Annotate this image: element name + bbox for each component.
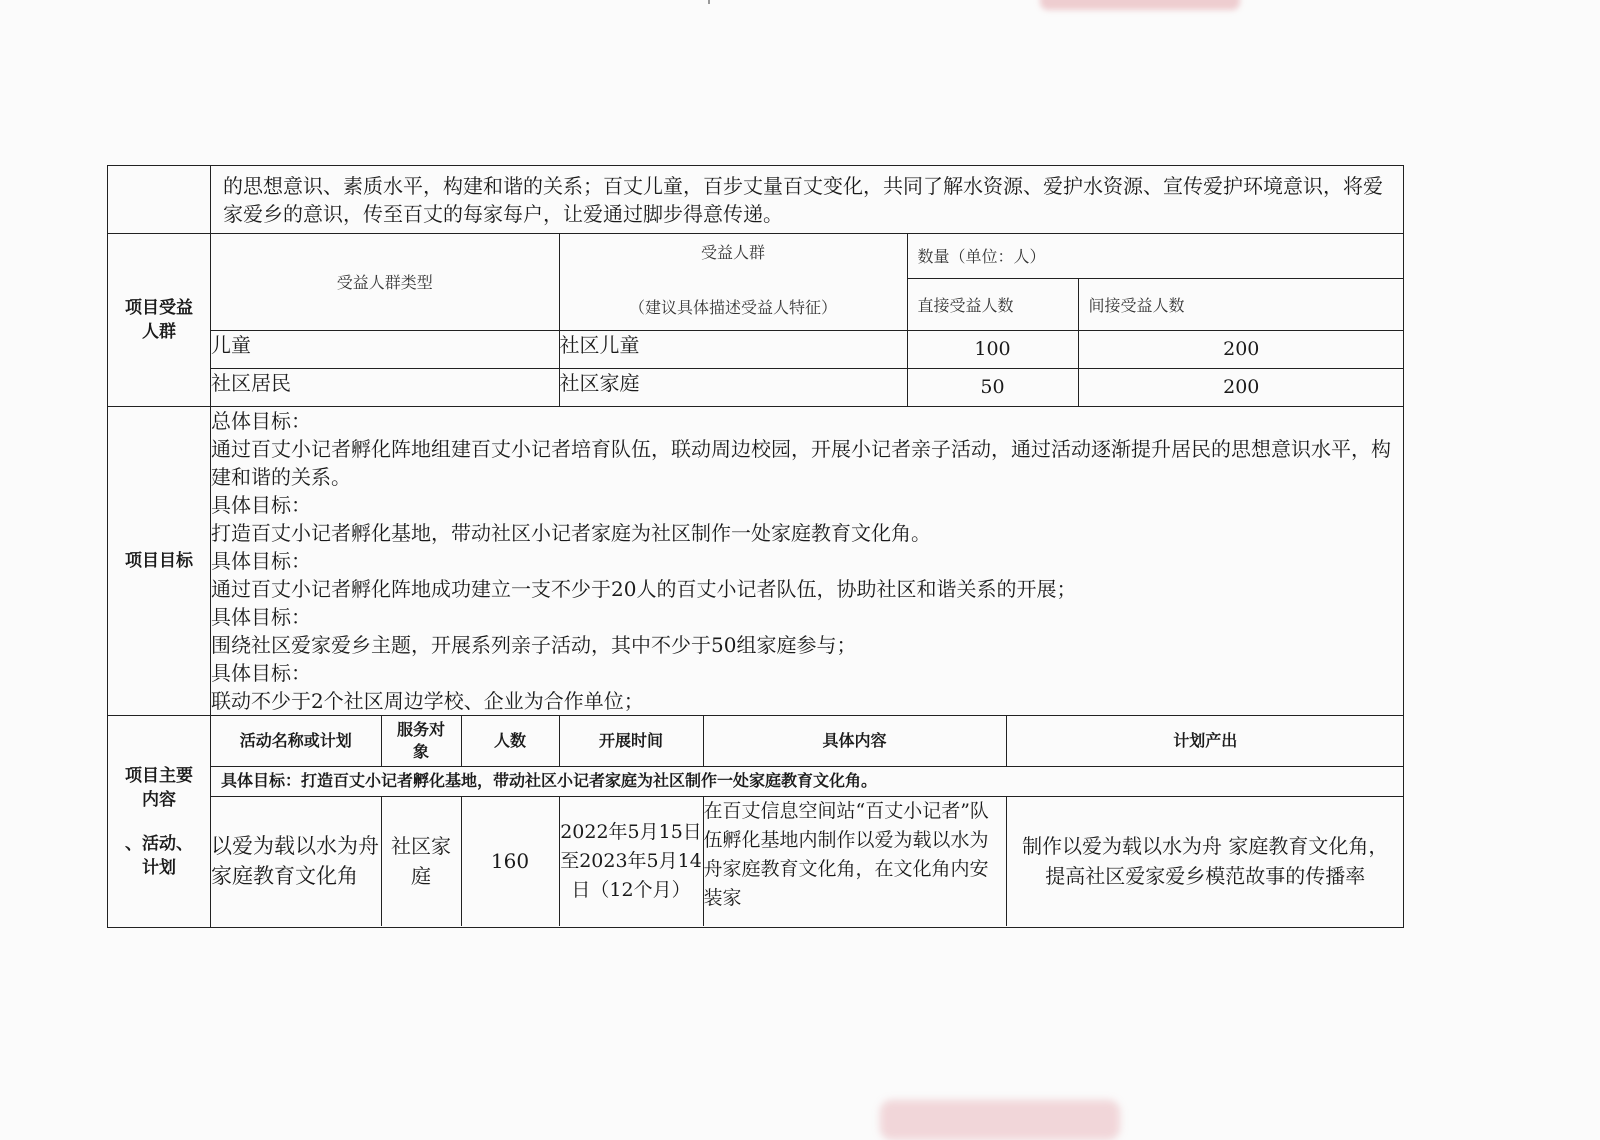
goal-line: 通过百丈小记者孵化阵地组建百丈小记者培育队伍，联动周边校园，开展小记者亲子活动，通过活动逐渐提升居民的思想意识水平，构建和谐的关系。 bbox=[211, 437, 1391, 489]
continuation-row bbox=[108, 166, 1404, 234]
beneficiary-row bbox=[211, 330, 1404, 368]
col-header-type: 受益人群类型 bbox=[211, 234, 559, 330]
activities-label-line: 内容 bbox=[142, 789, 176, 810]
beneficiaries-table bbox=[211, 234, 1404, 406]
activity-name: 以爱为载以水为舟 家庭教育文化角 bbox=[211, 796, 381, 926]
goal-line: 围绕社区爱家爱乡主题，开展系列亲子活动，其中不少于50组家庭参与； bbox=[211, 633, 857, 657]
beneficiaries-label bbox=[108, 234, 211, 407]
goal-line: 具体目标： bbox=[211, 661, 311, 685]
goal-line: 通过百丈小记者孵化阵地成功建立一支不少于20人的百丈小记者队伍，协助社区和谐关系的开展； bbox=[211, 577, 1077, 601]
beneficiary-direct: 100 bbox=[907, 330, 1078, 368]
continuation-text: 的思想意识、素质水平，构建和谐的关系；百丈儿童，百步丈量百丈变化，共同了解水资源、爱护水资源、宣传爱护环境意识，将爱家爱乡的意识，传至百丈的每家每户，让爱通过脚步得意传递。 bbox=[211, 166, 1404, 234]
project-table bbox=[107, 165, 1404, 928]
col-header-time: 开展时间 bbox=[559, 716, 703, 766]
activity-content-text: 在百丈信息空间站“百丈小记者”队伍孵化基地内制作以爱为载以水为舟家庭教育文化角，在文化角内安装家 bbox=[703, 799, 989, 909]
beneficiary-indirect: 200 bbox=[1078, 368, 1404, 406]
goals-row bbox=[108, 407, 1404, 716]
beneficiary-type: 社区居民 bbox=[211, 368, 559, 406]
col-header-quantity: 数量（单位：人） bbox=[907, 234, 1404, 278]
activities-row bbox=[108, 716, 1404, 928]
activity-count: 160 bbox=[461, 796, 559, 926]
activities-label-line: 项目主要 bbox=[125, 765, 193, 786]
col-header-target-line: 象 bbox=[412, 741, 429, 761]
beneficiaries-label-text: 项目受益人群 bbox=[125, 298, 193, 342]
goal-line: 具体目标： bbox=[211, 493, 311, 517]
goal-line: 总体目标： bbox=[211, 409, 311, 433]
col-header-activity-name: 活动名称或计划 bbox=[211, 716, 381, 766]
activity-content bbox=[703, 796, 1006, 926]
col-header-target-line: 服务对 bbox=[396, 719, 445, 739]
goal-line: 联动不少于2个社区周边学校、企业为合作单位； bbox=[211, 689, 644, 713]
activities-label-line: 计划 bbox=[142, 857, 176, 878]
col-header-direct: 直接受益人数 bbox=[907, 278, 1078, 330]
beneficiary-direct: 50 bbox=[907, 368, 1078, 406]
col-header-group-line2: （建议具体描述受益人特征） bbox=[628, 298, 837, 317]
beneficiary-type: 儿童 bbox=[211, 330, 559, 368]
goal-line: 打造百丈小记者孵化基地，带动社区小记者家庭为社区制作一处家庭教育文化角。 bbox=[211, 521, 931, 545]
activities-label bbox=[108, 716, 211, 928]
activities-table bbox=[211, 716, 1404, 926]
activity-output: 制作以爱为载以水为舟 家庭教育文化角，提高社区爱家爱乡模范故事的传播率 bbox=[1006, 796, 1404, 926]
goal-line: 具体目标： bbox=[211, 605, 311, 629]
col-header-group bbox=[559, 234, 907, 330]
beneficiaries-row bbox=[108, 234, 1404, 407]
beneficiary-group: 社区儿童 bbox=[559, 330, 907, 368]
col-header-output: 计划产出 bbox=[1006, 716, 1404, 766]
col-header-group-line1: 受益人群 bbox=[700, 243, 765, 262]
red-stamp-bottom bbox=[880, 1100, 1120, 1140]
beneficiary-indirect: 200 bbox=[1078, 330, 1404, 368]
activity-target: 社区家庭 bbox=[381, 796, 461, 926]
beneficiary-group: 社区家庭 bbox=[559, 368, 907, 406]
goals-label: 项目目标 bbox=[108, 407, 211, 716]
beneficiary-row bbox=[211, 368, 1404, 406]
col-header-target bbox=[381, 716, 461, 766]
col-header-indirect: 间接受益人数 bbox=[1078, 278, 1404, 330]
col-header-count: 人数 bbox=[461, 716, 559, 766]
activity-goal-row: 具体目标：打造百丈小记者孵化基地，带动社区小记者家庭为社区制作一处家庭教育文化角。 bbox=[211, 766, 1404, 796]
goals-content bbox=[211, 407, 1404, 716]
activities-label-line: 、活动、 bbox=[125, 833, 193, 854]
goal-line: 具体目标： bbox=[211, 549, 311, 573]
red-stamp-top bbox=[1040, 0, 1240, 10]
col-header-content: 具体内容 bbox=[703, 716, 1006, 766]
activity-row bbox=[211, 796, 1404, 926]
activity-time: 2022年5月15日至2023年5月14日（12个月） bbox=[559, 796, 703, 926]
scan-mark bbox=[708, 0, 710, 4]
continuation-label-cell bbox=[108, 166, 211, 234]
